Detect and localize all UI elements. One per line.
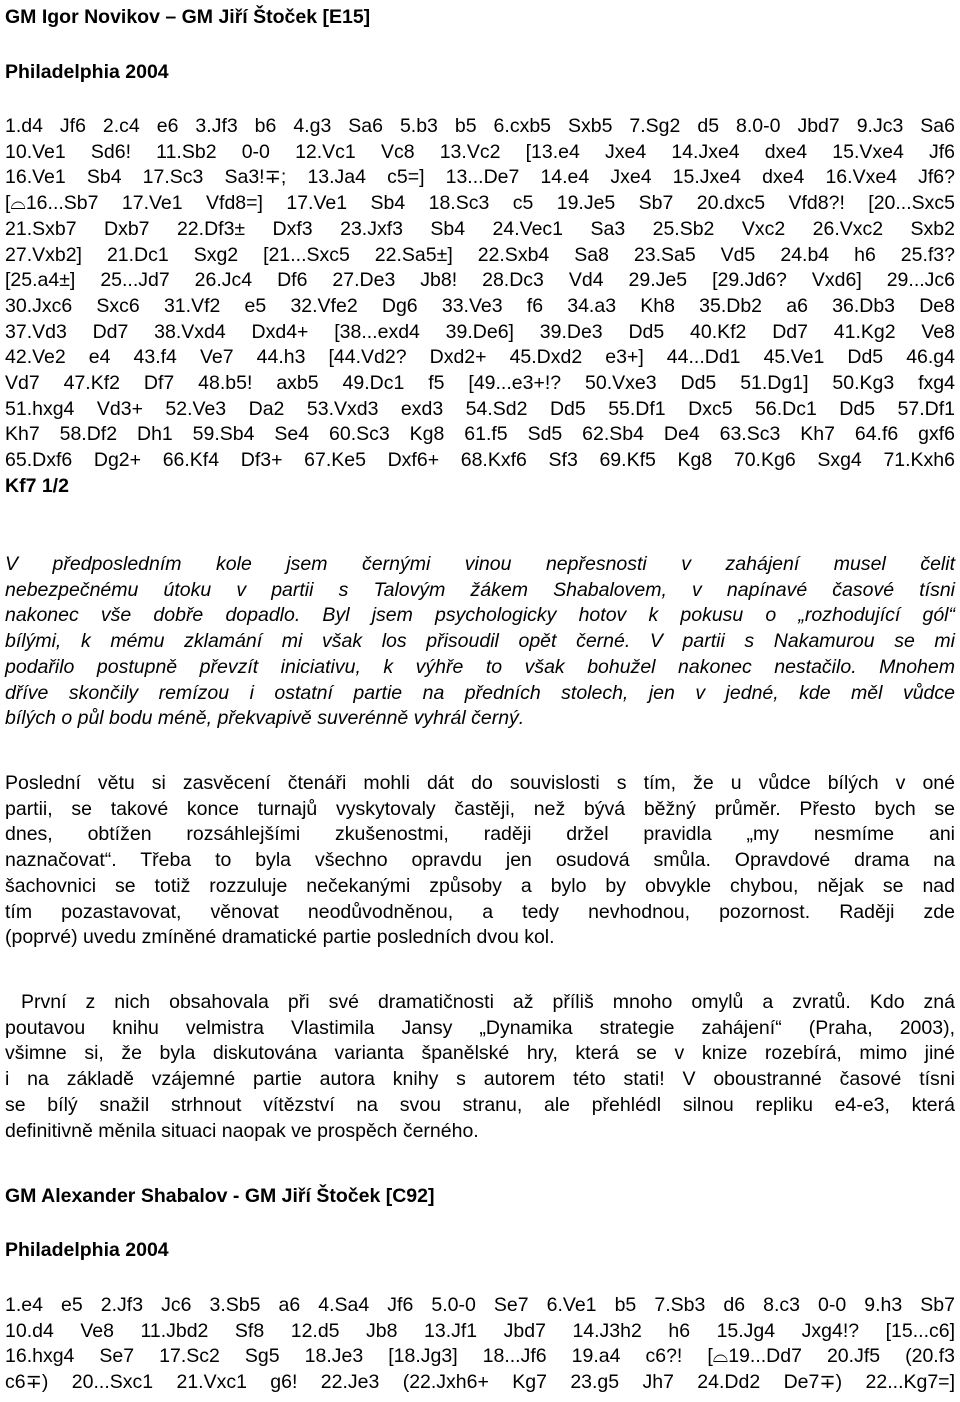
- paragraph-line: se bílý snažil strhnout vítězství na svou stranu, ale přehlédl silnou repliku e4-e3, která: [5, 1093, 955, 1116]
- game2-event: Philadelphia 2004: [5, 1239, 169, 1261]
- paragraph-line: V předposledním kole jsem černými vinou nepřesnosti v zahájení musel čelit: [5, 553, 955, 575]
- paragraph-line: partii, se takové konce turnajů vyskytovaly častěji, než bývá běžný průměr. Přesto bych se: [5, 797, 955, 820]
- paragraph-line: bílých o půl bodu méně, překvapivě suverénně vyhrál černý.: [5, 707, 525, 730]
- move-line: 10.d4 Ve8 11.Jbd2 Sf8 12.d5 Jb8 13.Jf1 Jbd7 14.J3h2 h6 15.Jg4 Jxg4!? [15...c6]: [5, 1319, 955, 1342]
- move-line: 30.Jxc6 Sxc6 31.Vf2 e5 32.Vfe2 Dg6 33.Ve3 f6 34.a3 Kh8 35.Db2 a6 36.Db3 De8: [5, 294, 955, 317]
- paragraph-line: všimne si, že byla diskutována varianta španělské hry, která se v knize rozebírá, mimo jiné: [5, 1042, 955, 1065]
- move-line: 21.Sxb7 Dxb7 22.Df3± Dxf3 23.Jxf3 Sb4 24.Vec1 Sa3 25.Sb2 Vxc2 26.Vxc2 Sxb2: [5, 217, 955, 240]
- paragraph-line: tím pozastavovat, věnovat neodůvodněnou, a tedy nevhodnou, pozornost. Raději zde: [5, 900, 955, 923]
- move-line: 37.Vd3 Dd7 38.Vxd4 Dxd4+ [38...exd4 39.De6] 39.De3 Dd5 40.Kf2 Dd7 41.Kg2 Ve8: [5, 320, 955, 343]
- move-line: Kh7 58.Df2 Dh1 59.Sb4 Se4 60.Sc3 Kg8 61.f5 Sd5 62.Sb4 De4 63.Sc3 Kh7 64.f6 gxf6: [5, 423, 955, 446]
- move-line: 10.Ve1 Sd6! 11.Sb2 0-0 12.Vc1 Vc8 13.Vc2 [13.e4 Jxe4 14.Jxe4 dxe4 15.Vxe4 Jf6: [5, 140, 955, 163]
- paragraph-line: (poprvé) uvedu zmíněné dramatické partie posledních dvou kol.: [5, 926, 555, 949]
- move-line: [⌓16...Sb7 17.Ve1 Vfd8=] 17.Ve1 Sb4 18.Sc3 c5 19.Je5 Sb7 20.dxc5 Vfd8?! [20...Sxc5: [5, 192, 955, 215]
- move-line: 27.Vxb2] 21.Dc1 Sxg2 [21...Sxc5 22.Sa5±] 22.Sxb4 Sa8 23.Sa5 Vd5 24.b4 h6 25.f3?: [5, 243, 955, 266]
- move-line: 1.d4 Jf6 2.c4 e6 3.Jf3 b6 4.g3 Sa6 5.b3 b5 6.cxb5 Sxb5 7.Sg2 d5 8.0-0 Jbd7 9.Jc3 Sa6: [5, 115, 955, 137]
- paragraph-line: dnes, obtížen rozsáhlejšími zkušenostmi, raději držel pravidla „my nesmíme ani: [5, 823, 955, 846]
- paragraph-line: bílými, k mému zklamání mi však los přisoudil opět černé. V partii s Nakamurou se mi: [5, 630, 955, 653]
- paragraph-line: nakonec vše dobře dopadlo. Byl jsem psychologicky hotov k pokusu o „rozhodující gól“: [5, 604, 955, 627]
- move-line: 65.Dxf6 Dg2+ 66.Kf4 Df3+ 67.Ke5 Dxf6+ 68.Kxf6 Sf3 69.Kf5 Kg8 70.Kg6 Sxg4 71.Kxh6: [5, 449, 955, 472]
- game1-heading: GM Igor Novikov – GM Jiří Štoček [E15]: [5, 6, 371, 28]
- paragraph-line: definitivně měnila situaci naopak ve prospěch černého.: [5, 1119, 479, 1142]
- move-line: 51.hxg4 Vd3+ 52.Ve3 Da2 53.Vxd3 exd3 54.Sd2 Dd5 55.Df1 Dxc5 56.Dc1 Dd5 57.Df1: [5, 397, 955, 420]
- move-line: Kf7 1/2: [5, 474, 69, 497]
- paragraph-line: šachovnici se totiž rozzuluje nečekanými způsoby a bylo by obvykle chybou, nějak se nad: [5, 874, 955, 897]
- paragraph-line: podařilo postupně převzít iniciativu, k výhře to však bohužel nakonec nestačilo. Mnohem: [5, 655, 955, 678]
- game2-moves: [5, 1293, 955, 1396]
- paragraph-line: První z nich obsahovala při své dramatičnosti až příliš mnoho omylů a zvratů. Kdo zná: [21, 991, 955, 1013]
- move-line: 16.hxg4 Se7 17.Sc2 Sg5 18.Je3 [18.Jg3] 18...Jf6 19.a4 c6?! [⌓19...Dd7 20.Jf5 (20.f3: [5, 1345, 955, 1368]
- paragraph-3: [5, 990, 955, 1144]
- paragraph-line: Poslední větu si zasvěcení čtenáři mohli dát do souvislosti s tím, že u vůdce bílých v oné: [5, 772, 955, 794]
- paragraph-italic: [5, 552, 955, 732]
- move-line: [25.a4±] 25...Jd7 26.Jc4 Df6 27.De3 Jb8! 28.Dc3 Vd4 29.Je5 [29.Jd6? Vxd6] 29...Jc6: [5, 269, 955, 292]
- move-line: 16.Ve1 Sb4 17.Sc3 Sa3!∓; 13.Ja4 c5=] 13...De7 14.e4 Jxe4 15.Jxe4 dxe4 16.Vxe4 Jf6?: [5, 166, 955, 189]
- paragraph-line: poutavou knihu velmistra Vlastimila Jansy „Dynamika strategie zahájení“ (Praha, 2003),: [5, 1016, 955, 1039]
- game2-heading: GM Alexander Shabalov - GM Jiří Štoček [C92]: [5, 1185, 435, 1207]
- game1-event: Philadelphia 2004: [5, 61, 169, 83]
- move-line: 42.Ve2 e4 43.f4 Ve7 44.h3 [44.Vd2? Dxd2+ 45.Dxd2 e3+] 44...Dd1 45.Ve1 Dd5 46.g4: [5, 346, 955, 369]
- game1-moves: [5, 114, 955, 500]
- paragraph-line: dříve skončily remízou i ostatní partie na předních stolech, jen v jedné, kde měl vůdce: [5, 681, 955, 704]
- move-line: Vd7 47.Kf2 Df7 48.b5! axb5 49.Dc1 f5 [49...e3+!? 50.Vxe3 Dd5 51.Dg1] 50.Kg3 fxg4: [5, 372, 955, 395]
- paragraph-2: [5, 771, 955, 951]
- paragraph-line: naznačovat“. Třeba to byla všechno opravdu jen osudová smůla. Opravdové drama na: [5, 849, 955, 872]
- paragraph-line: nebezpečnému útoku v partii s Talovým žákem Shabalovem, v napínavé časové tísni: [5, 578, 955, 601]
- move-line: c6∓) 20...Sxc1 21.Vxc1 g6! 22.Je3 (22.Jxh6+ Kg7 23.g5 Jh7 24.Dd2 De7∓) 22...Kg7=]: [5, 1371, 955, 1394]
- paragraph-line: i na základě vzájemné partie autora knihy s autorem této stati! V oboustranné časové tísni: [5, 1068, 955, 1091]
- move-line: 1.e4 e5 2.Jf3 Jc6 3.Sb5 a6 4.Sa4 Jf6 5.0-0 Se7 6.Ve1 b5 7.Sb3 d6 8.c3 0-0 9.h3 Sb7: [5, 1294, 955, 1316]
